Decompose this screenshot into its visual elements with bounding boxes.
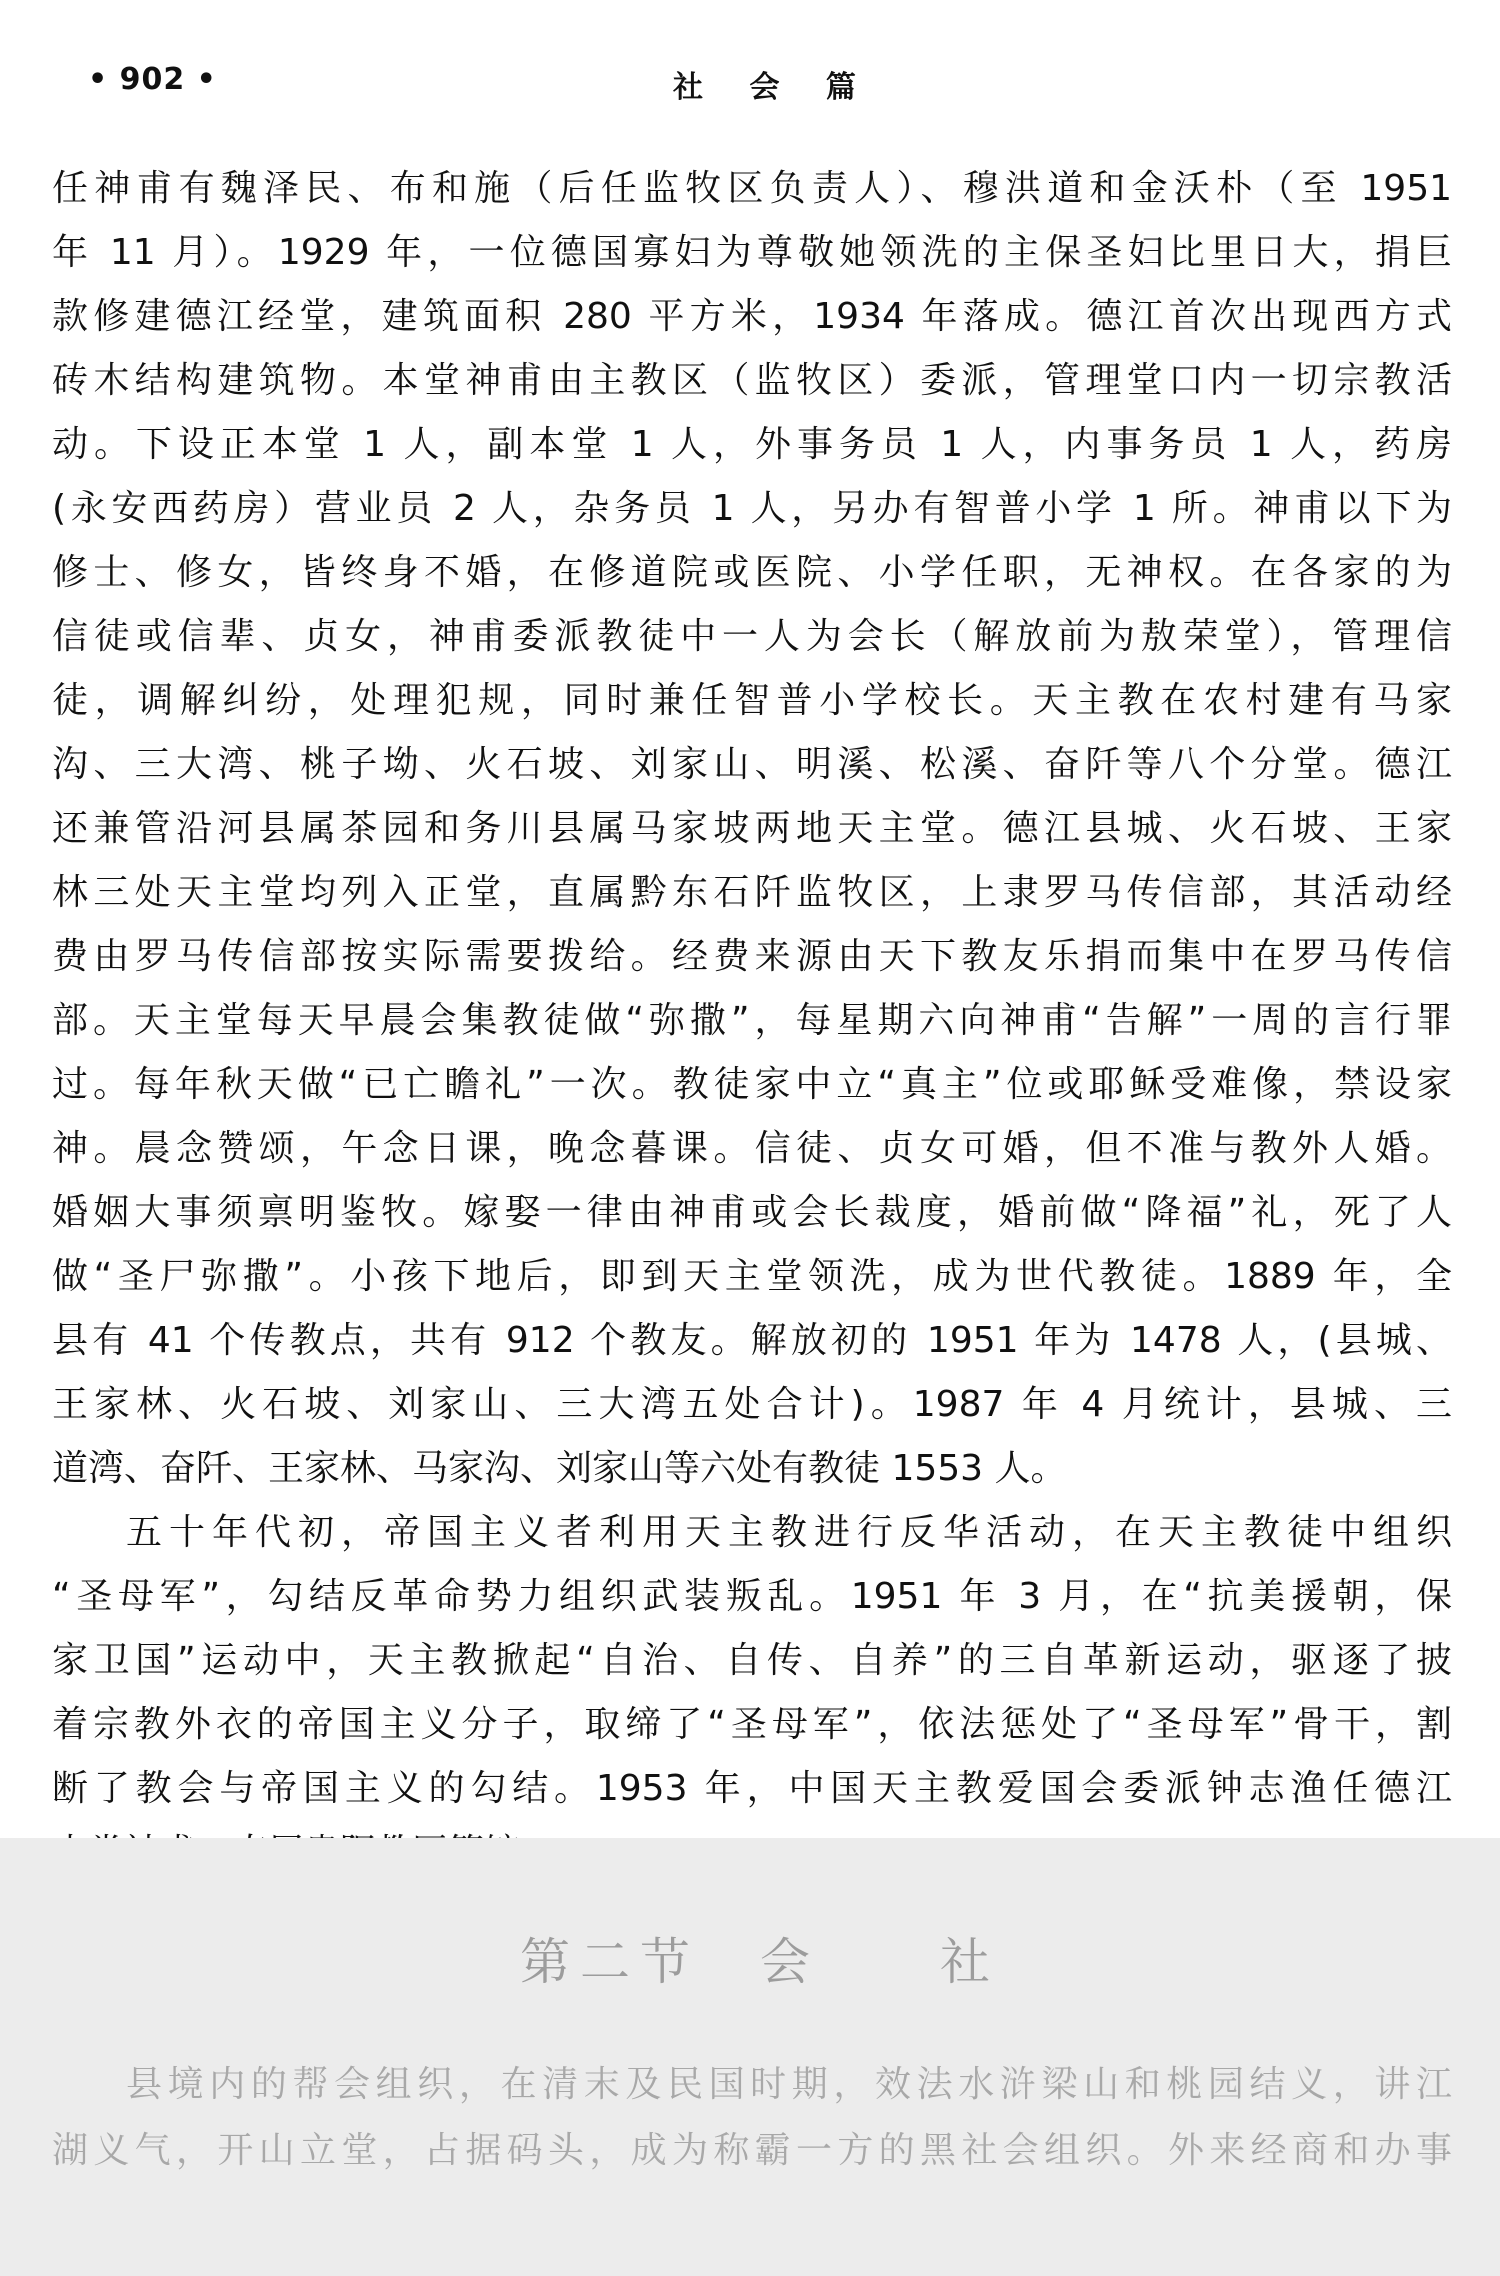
text-line: 家卫国”运动中，天主教掀起“自治、自传、自养”的三自革新运动，驱逐了披 xyxy=(52,1640,1452,1681)
text-line: 五十年代初，帝国主义者利用天主教进行反华活动，在天主教徒中组织 xyxy=(126,1512,1452,1553)
text-line: 徒，调解纠纷，处理犯规，同时兼任智普小学校长。天主教在农村建有马家 xyxy=(52,680,1452,721)
text-line: 林三处天主堂均列入正堂，直属黔东石阡监牧区，上隶罗马传信部，其活动经 xyxy=(52,872,1452,913)
text-line: 过。每年秋天做“已亡瞻礼”一次。教徒家中立“真主”位或耶稣受难像，禁设家 xyxy=(52,1064,1452,1105)
text-line: 做“圣尸弥撒”。小孩下地后，即到天主堂领洗，成为世代教徒。1889 年，全 xyxy=(52,1256,1452,1297)
text-line: 信徒或信辈、贞女，神甫委派教徒中一人为会长（解放前为敖荣堂），管理信 xyxy=(52,616,1452,657)
text-line: 还兼管沿河县属茶园和务川县属马家坡两地天主堂。德江县城、火石坡、王家 xyxy=(52,808,1452,849)
text-line: 县有 41 个传教点，共有 912 个教友。解放初的 1951 年为 1478 人，(县城、 xyxy=(52,1320,1452,1361)
text-line: 婚姻大事须禀明鉴牧。嫁娶一律由神甫或会长裁度，婚前做“降福”礼，死了人 xyxy=(52,1192,1452,1233)
text-line: 动。下设正本堂 1 人，副本堂 1 人，外事务员 1 人，内事务员 1 人，药房 xyxy=(52,424,1452,465)
text-line: 部。天主堂每天早晨会集教徒做“弥撒”，每星期六向神甫“告解”一周的言行罪 xyxy=(52,1000,1452,1041)
page-number: • 902 • xyxy=(88,62,217,97)
text-line: 沟、三大湾、桃子坳、火石坡、刘家山、明溪、松溪、奋阡等八个分堂。德江 xyxy=(52,744,1452,785)
text-line: 神。晨念赞颂，午念日课，晚念暮课。信徒、贞女可婚，但不准与教外人婚。 xyxy=(52,1128,1452,1169)
text-line: 任神甫有魏泽民、布和施（后任监牧区负责人）、穆洪道和金沃朴（至 1951 xyxy=(52,168,1452,209)
text-line: 断了教会与帝国主义的勾结。1953 年，中国天主教爱国会委派钟志渔任德江 xyxy=(52,1768,1452,1809)
text-line: 王家林、火石坡、刘家山、三大湾五处合计)。1987 年 4 月统计，县城、三 xyxy=(52,1384,1452,1425)
text-line: (永安西药房）营业员 2 人，杂务员 1 人，另办有智普小学 1 所。神甫以下为 xyxy=(52,488,1452,529)
text-line: 着宗教外衣的帝国主义分子，取缔了“圣母军”，依法惩处了“圣母军”骨干，割 xyxy=(52,1704,1452,1745)
text-line: 砖木结构建筑物。本堂神甫由主教区（监牧区）委派，管理堂口内一切宗教活 xyxy=(52,360,1452,401)
next-section-text xyxy=(52,2052,1452,2184)
next-section-heading: 第二节 会 社 xyxy=(520,1933,1000,1991)
body-text xyxy=(52,157,1452,1885)
text-line: “圣母军”，勾结反革命势力组织武装叛乱。1951 年 3 月，在“抗美援朝，保 xyxy=(52,1576,1452,1617)
running-header xyxy=(88,62,1448,112)
faded-text-line: 湖义气，开山立堂，占据码头，成为称霸一方的黑社会组织。外来经商和办事 xyxy=(52,2130,1452,2171)
faded-text-line: 县境内的帮会组织，在清末及民国时期，效法水浒梁山和桃园结义，讲江 xyxy=(126,2064,1452,2105)
text-line: 年 11 月）。1929 年，一位德国寡妇为尊敬她领洗的主保圣妇比里日大，捐巨 xyxy=(52,232,1452,273)
text-line: 费由罗马传信部按实际需要拨给。经费来源由天下教友乐捐而集中在罗马传信 xyxy=(52,936,1452,977)
text-line: 道湾、奋阡、王家林、马家沟、刘家山等六处有教徒 1553 人。 xyxy=(52,1448,1067,1489)
text-line: 款修建德江经堂，建筑面积 280 平方米，1934 年落成。德江首次出现西方式 xyxy=(52,296,1452,337)
text-line: 修士、修女，皆终身不婚，在修道院或医院、小学任职，无神权。在各家的为 xyxy=(52,552,1452,593)
section-title: 社 会 篇 xyxy=(673,70,874,105)
